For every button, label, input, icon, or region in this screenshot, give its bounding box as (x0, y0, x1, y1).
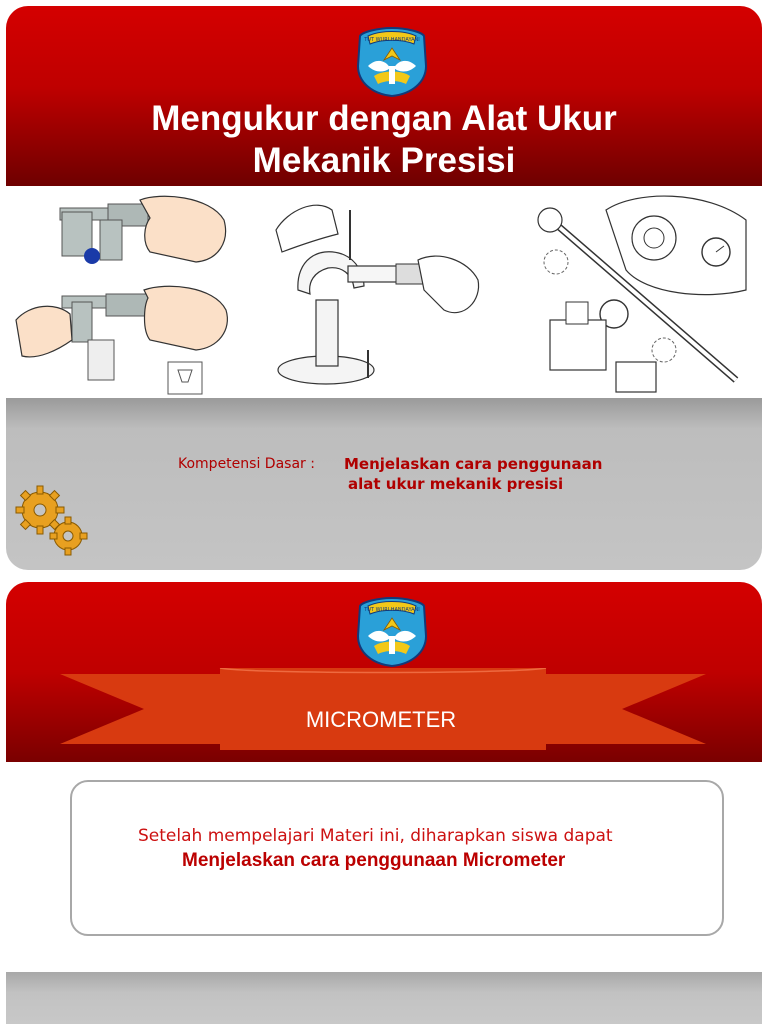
vernier-caliper-illustration (10, 190, 246, 395)
slide-2 (6, 582, 762, 1024)
title-line-1: Mengukur dengan Alat Ukur (151, 99, 617, 138)
title-line-2: Mekanik Presisi (252, 141, 516, 180)
objective-intro: Setelah mempelajari Materi ini, diharapkan siswa dapat (138, 826, 613, 846)
logo-text: TUT WURI HANDAYANI (364, 607, 420, 613)
slide-2-header (6, 582, 762, 762)
slide-2-footer-panel (6, 972, 762, 1024)
objective-box (70, 780, 724, 936)
micrometer-on-stand-illustration (268, 190, 494, 395)
competency-panel (6, 398, 762, 570)
gears-icon (10, 484, 94, 560)
slide-1 (6, 6, 762, 570)
tut-wuri-handayani-logo (356, 596, 428, 668)
competency-text (344, 454, 602, 494)
competency-label: Kompetensi Dasar : (178, 456, 315, 472)
ribbon-label: MICROMETER (305, 707, 457, 732)
illustration-row (6, 186, 762, 398)
competency-line-2: alat ukur mekanik presisi (348, 475, 564, 493)
slide-1-title (6, 98, 762, 182)
logo-text: TUT WURI HANDAYANI (364, 37, 420, 43)
competency-line-1: Menjelaskan cara penggunaan (344, 455, 603, 473)
slide-1-header (6, 6, 762, 186)
tut-wuri-handayani-logo (356, 26, 428, 98)
objective-statement: Menjelaskan cara penggunaan Micrometer (182, 850, 566, 871)
dial-indicator-illustration (536, 190, 754, 395)
